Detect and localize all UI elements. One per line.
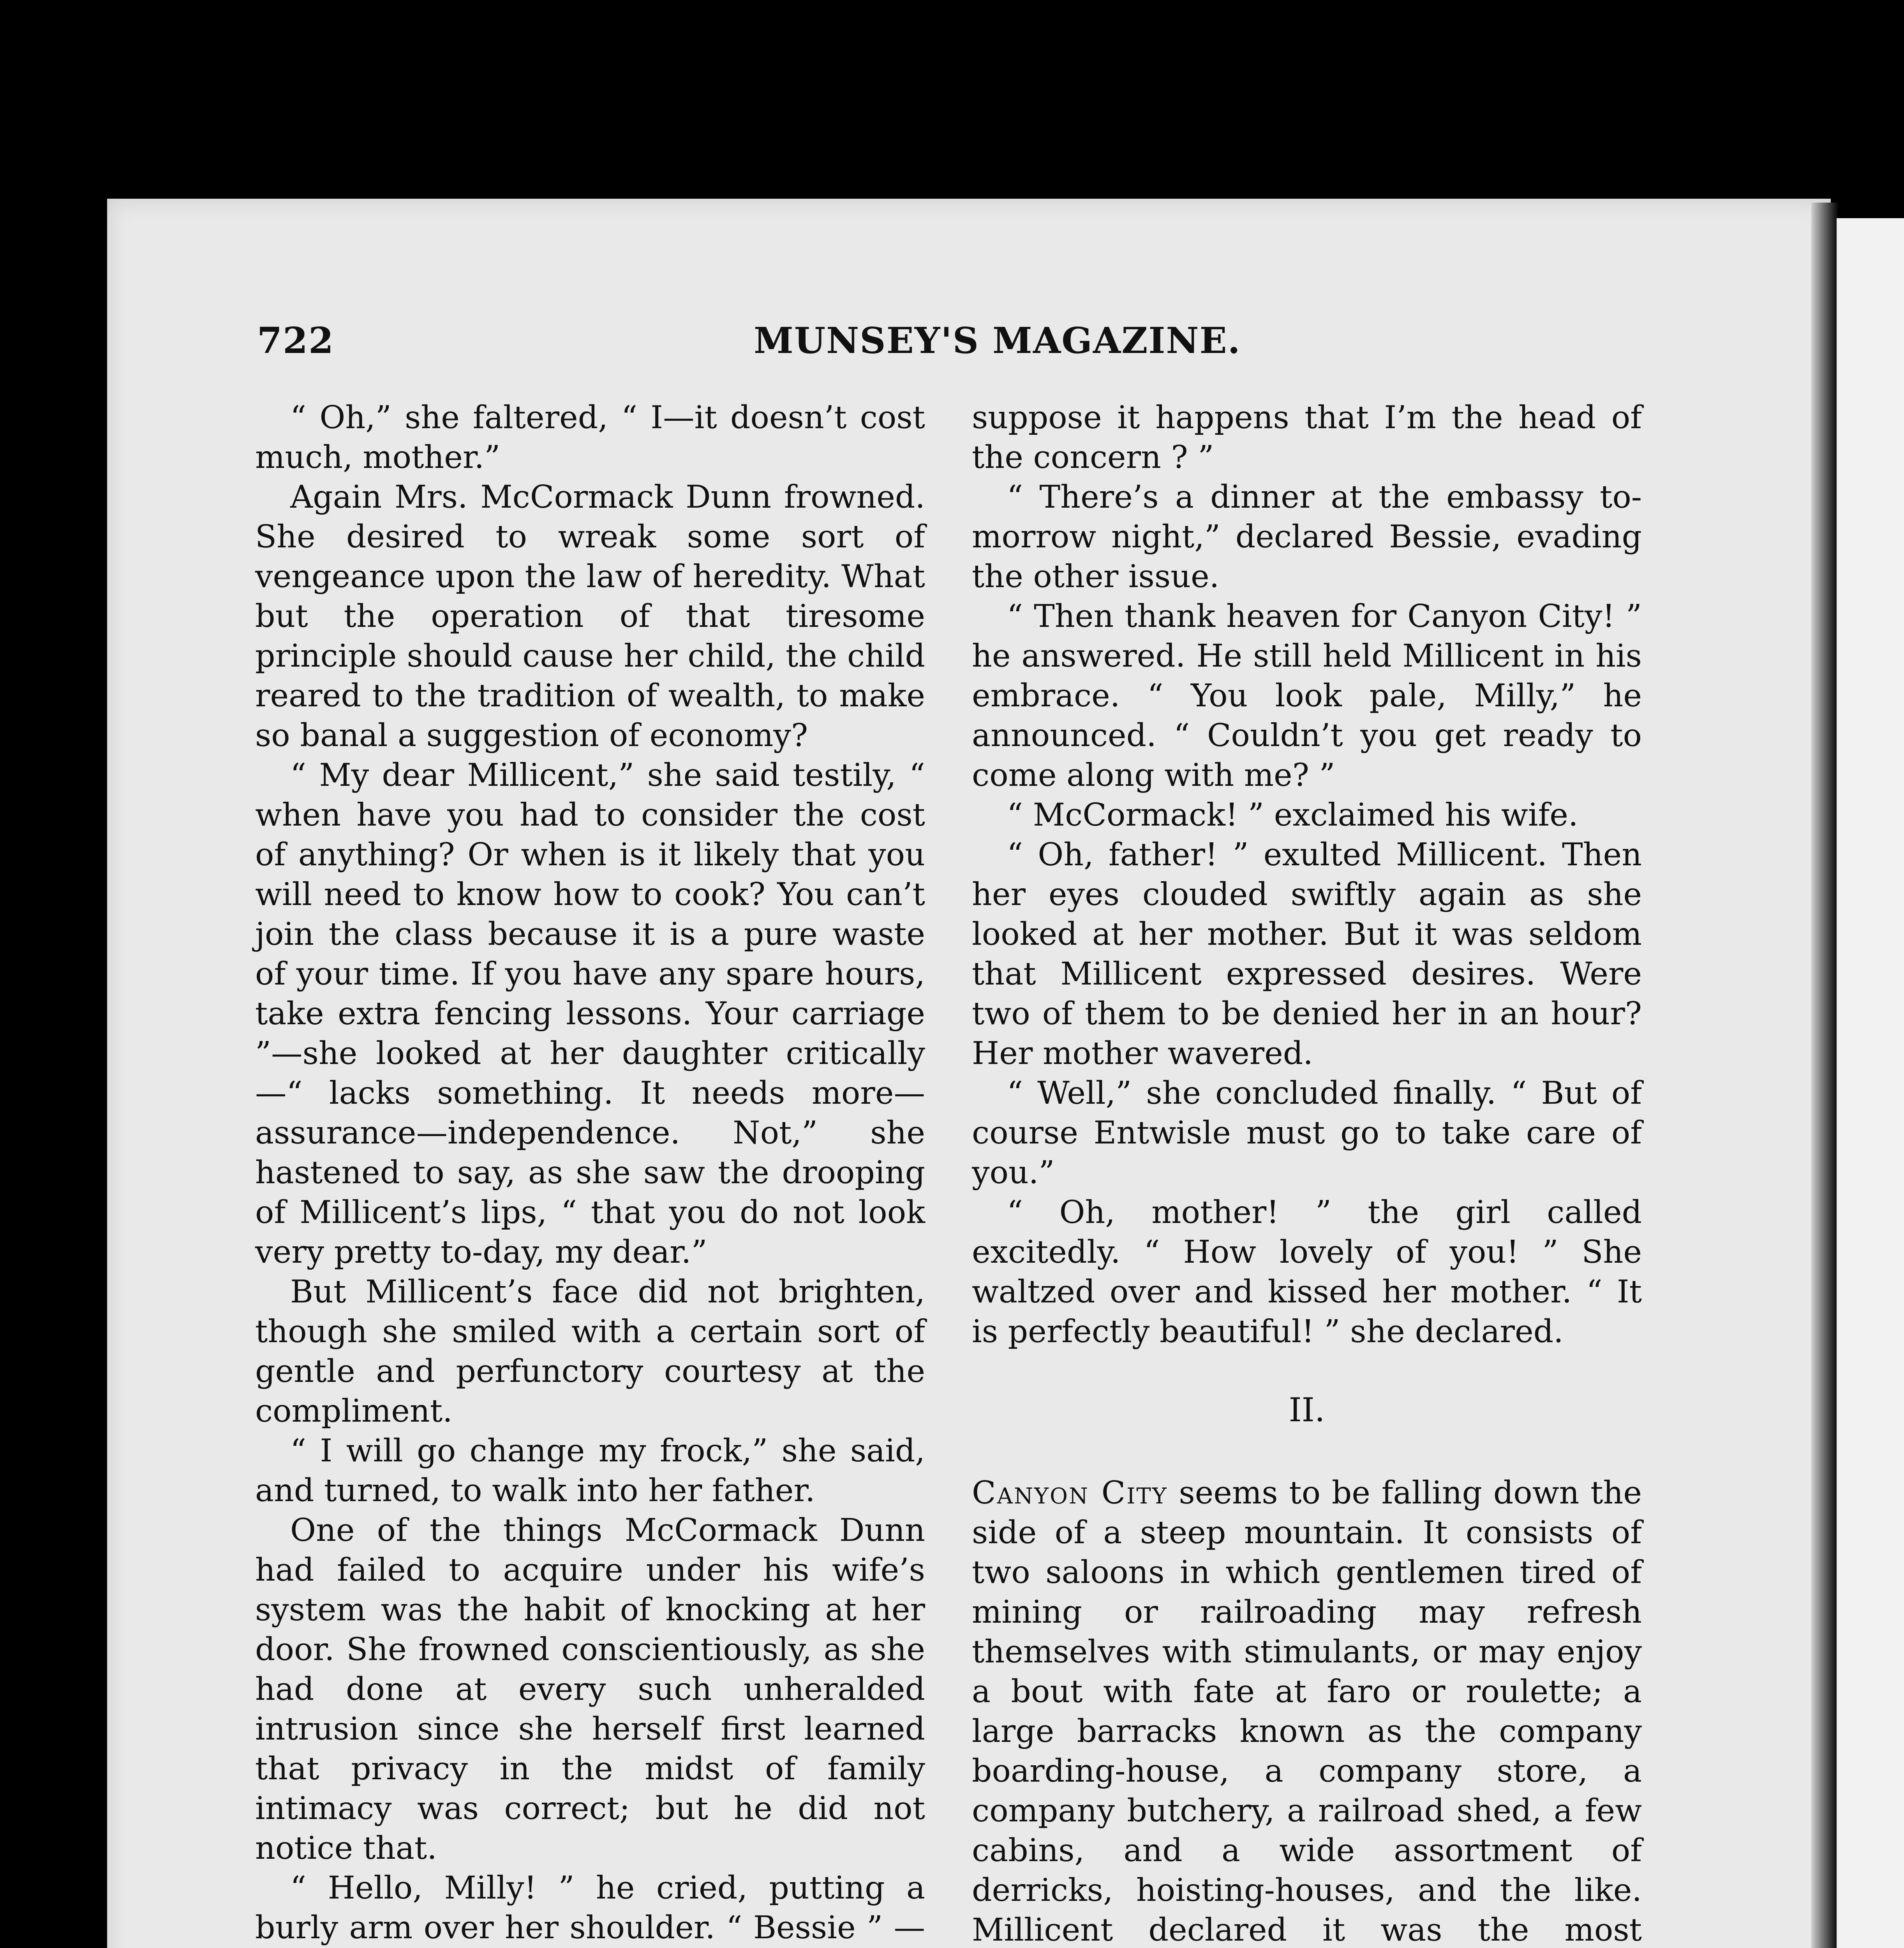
left-text-column: [255, 397, 925, 1948]
paragraph-continuation: suppose it happens that I’m the head of the concern ? ”: [972, 399, 1642, 475]
smallcaps-lead: Canyon City: [972, 1474, 1168, 1511]
paragraph: “ I will go change my frock,” she said, and turned, to walk into her father.: [255, 1432, 925, 1509]
paragraph: “ There’s a dinner at the embassy to-morrow night,” declared Bessie, evading the other issue.: [972, 478, 1642, 595]
paragraph: “ Oh, father! ” exulted Millicent. Then her eyes clouded swiftly again as she looked at her mother. But it was seldom that Millicent expressed desires. Were two of them to be denied her in an hour? Her mother wavered.: [972, 836, 1642, 1071]
facing-page-edge: [1837, 218, 1904, 1948]
page-gutter-shadow: [1811, 203, 1839, 1948]
paragraph: “ Oh, mother! ” the girl called excitedly. “ How lovely of you! ” She waltzed over and kissed her mother. “ It is perfectly beautiful! ” she declared.: [972, 1194, 1642, 1350]
paragraph: “ Well,” she concluded finally. “ But of course Entwisle must go to take care of you.”: [972, 1075, 1642, 1191]
paragraph: “ My dear Millicent,” she said testily, “ when have you had to consider the cost of anything? Or when is it likely that you will need to know how to cook? You can’t join the class because it is a pure waste of your time. If you have any spare hours, take extra fencing lessons. Your carriage ”—she looked at her daughter critically—“ lacks something. It needs more—assurance—independence. Not,” she hastened to say, as she saw the drooping of Millicent’s lips, “ that you do not look very pretty to-day, my dear.”: [255, 757, 925, 1270]
paragraph: But Millicent’s face did not brighten, though she smiled with a certain sort of gentle and perfunctory courtesy at the compliment.: [255, 1273, 925, 1429]
page-number: 722: [257, 319, 335, 362]
section-opening-paragraph: [972, 1473, 1642, 1948]
paragraph: “ Oh,” she faltered, “ I—it doesn’t cost much, mother.”: [255, 399, 925, 475]
paragraph: Again Mrs. McCormack Dunn frowned. She desired to wreak some sort of vengeance upon the law of heredity. What but the operation of that tiresome principle should cause her child, the child reared to the tradition of wealth, to make so banal a suggestion of economy?: [255, 478, 925, 753]
paragraph: “ McCormack! ” exclaimed his wife.: [1007, 796, 1578, 833]
paragraph-text: seems to be falling down the side of a steep mountain. It consists of two saloons in which gentlemen tired of mining or railroading may refresh themselves with stimulants, or may enjoy a bout with fate at faro or roulette; a large barracks known as the company boarding-house, a company store, a company butchery, a railroad shed, a few cabins, and a wide assortment of derricks, hoisting-houses, and the like. Millicent declared it was the most: [972, 1474, 1642, 1948]
paragraph: One of the things McCormack Dunn had failed to acquire under his wife’s system was the habit of knocking at her door. She frowned conscientiously, as she had done at every such unheralded intrusion since she herself first learned that privacy in the midst of family intimacy was correct; but he did not notice that.: [255, 1512, 925, 1866]
paragraph: “ Then thank heaven for Canyon City! ” he answered. He still held Millicent in his embrace. “ You look pale, Milly,” he announced. “ Couldn’t you get ready to come along with me? ”: [972, 598, 1642, 793]
section-number: II.: [1289, 1391, 1325, 1429]
right-text-column: [972, 397, 1642, 1948]
paragraph: “ Hello, Milly! ” he cried, putting a burly arm over her shoulder. “ Bessie ” —: [255, 1869, 925, 1946]
running-title: MUNSEY'S MAGAZINE.: [754, 319, 1241, 362]
